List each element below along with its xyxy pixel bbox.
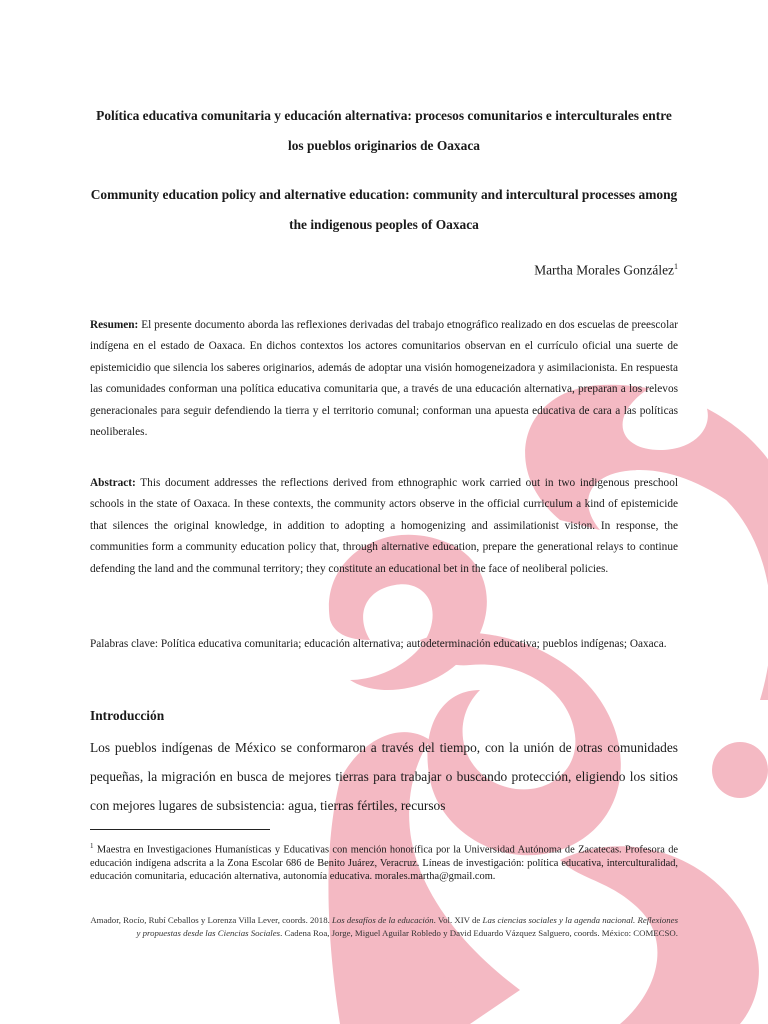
resumen-paragraph [90, 315, 678, 443]
citation-note [90, 914, 678, 939]
citation-part-2: . Vol. XIV de [433, 915, 483, 925]
resumen-text: El presente documento aborda las reflexiones derivadas del trabajo etnográfico realizado en dos escuelas de preescolar indígena en el estado de Oaxaca. En dichos contextos los actores comunitarios observan en el currículo oficial una suerte de epistemicidio que silencia los saberes originarios, además de adoptar una visión homogeneizadora y asimilacionista. En respuesta las comunidades conforman una política educativa comunitaria que, a través de una educación alternativa, preparan a los relevos generacionales para seguir defendiendo la tierra y el territorio comunal; conforman una apuesta educativa de cara a las políticas neoliberales. [90, 319, 678, 439]
author-line [534, 262, 678, 278]
abstract-paragraph [90, 473, 678, 580]
footnote-text: Maestra en Investigaciones Humanísticas y Educativas con mención honorífica por la Universidad Autónoma de Zacatecas. Profesora de educación indígena adscrita a la Zona Escolar 686 de Benito Juárez, Veracruz. Líneas de investigación: política educativa, interculturalidad, educación comunitaria, educación alternativa, autonomía educativa. morales.martha@gmail.com. [90, 844, 678, 882]
abstract-text: This document addresses the reflections derived from ethnographic work carried out in two indigenous preschool schools in the state of Oaxaca. In these contexts, the community actors observe in the official curriculum a kind of epistemicide that silences the original knowledge, in addition to adopting a homogenizing and assimilationist vision. In response, the communities form a community education policy that, through alternative education, prepare the generational relays to continue defending the land and the communal territory; they constitute an educational bet in the face of neoliberal policies. [90, 477, 678, 575]
resumen-label: Resumen: [90, 319, 139, 331]
author-footnote-mark[interactable]: 1 [674, 262, 678, 271]
footnote [90, 840, 678, 883]
introduction-text: Los pueblos indígenas de México se conformaron a través del tiempo, con la unión de otras comunidades pequeñas, la migración en busca de mejores tierras para trabajar o buscando protección, eligiendo los sitios con mejores lugares de subsistencia: agua, tierras fértiles, recursos [90, 740, 678, 813]
abstract-label: Abstract: [90, 477, 136, 489]
title-spanish: Política educativa comunitaria y educación alternativa: procesos comunitarios e interculturales entre los pueblos originarios de Oaxaca [96, 108, 672, 153]
citation-part-1: Amador, Rocío, Rubí Ceballos y Lorenza Villa Lever, coords. 2018. [90, 915, 332, 925]
title-english: Community education policy and alternative education: community and intercultural processes among the indigenous peoples of Oaxaca [90, 187, 678, 232]
introduction-heading: Introducción [90, 708, 165, 723]
footnote-divider [90, 829, 270, 830]
footnote-mark: 1 [90, 842, 94, 850]
keywords-paragraph: Palabras clave: Política educativa comunitaria; educación alternativa; autodeterminación educativa; pueblos indígenas; Oaxaca. [90, 638, 667, 650]
citation-part-3: . Cadena Roa, Jorge, Miguel Aguilar Robledo y David Eduardo Vázquez Salguero, coords. México: COMECSO. [280, 927, 678, 938]
author-name: Martha Morales González [534, 262, 674, 278]
citation-book-title: Los desafíos de la educación [332, 915, 434, 925]
citation-series-title: Las ciencias sociales y la agenda nacional. Reflexiones y propuestas desde las Ciencias Sociales [136, 915, 678, 938]
